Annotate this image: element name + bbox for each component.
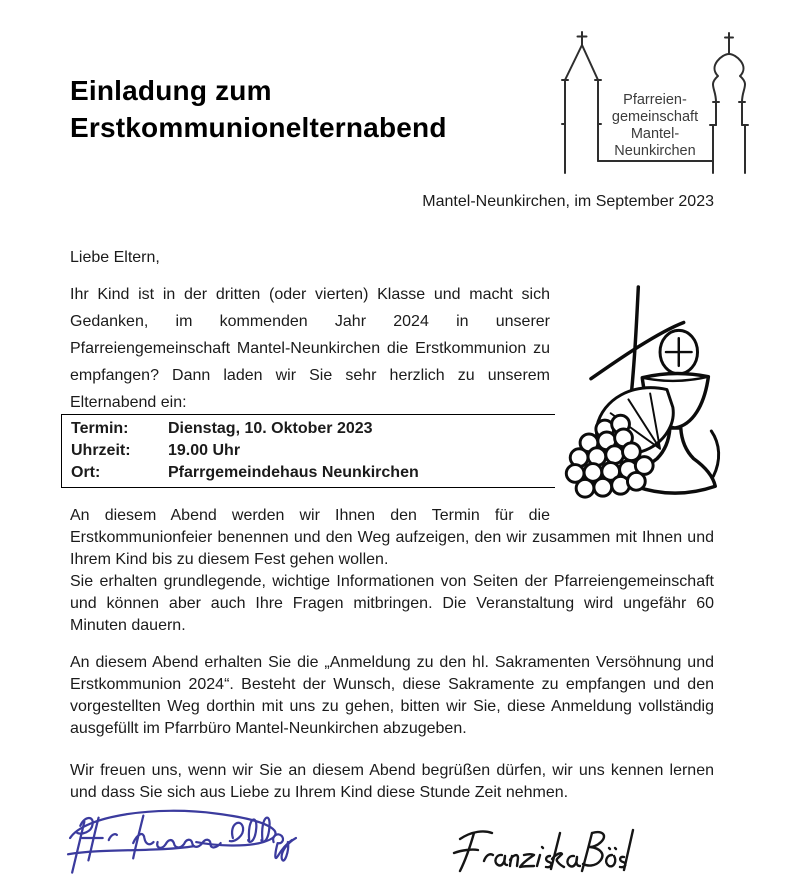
salutation: Liebe Eltern, [70, 249, 160, 266]
signature-left-icon [64, 796, 298, 880]
letter-body [70, 0, 714, 804]
appointment-label: Termin: [71, 420, 129, 437]
appointment-value: 19.00 Uhr [168, 442, 241, 459]
communion-illustration [562, 283, 762, 505]
appointment-label: Uhrzeit: [71, 442, 131, 459]
paragraph-information: Sie erhalten grundlegende, wichtige Informationen von Seiten der Pfarreiengemeinschaft und können aber auch Ihre Fragen mitbringen. Die Veranstaltung wird ungefähr 60 Minuten dauern. [70, 573, 714, 634]
signature-right [450, 824, 640, 880]
appointment-row [71, 462, 550, 484]
dateline: Mantel-Neunkirchen, im September 2023 [422, 193, 714, 210]
paragraph-intro: Ihr Kind ist in der dritten (oder vierten) Klasse und macht sich Gedanken, im kommenden Jahr 2024 in unserer Pfarreiengemeinschaft Mantel-Neunkirchen die Erstkommunion zu empfangen? Dann laden wir Sie sehr herzlich zu unserem Elternabend ein: [70, 286, 550, 411]
logo-text-line: Mantel- [630, 126, 680, 142]
appointment-row [71, 418, 550, 440]
paragraph-anmeldung: An diesem Abend erhalten Sie die „Anmeldung zu den hl. Sakramenten Versöhnung und Erstkommunion 2024“. Besteht der Wunsch, diese Sakramente zu empfangen und den vorgestellten Weg dorthin mit uns zu gehen, bitten wir Sie, diese Anmeldung vollständig ausgefüllt im Pfarrbüro Mantel-Neunkirchen abzugeben. [70, 654, 714, 737]
signature-right-icon [450, 824, 640, 880]
logo-text-line: gemeinschaft [611, 109, 699, 125]
appointment-row [71, 440, 550, 462]
title-line-1: Einladung zum [70, 75, 272, 106]
title-line-2: Erstkommunionelternabend [70, 112, 447, 143]
host-icon [660, 330, 697, 373]
appointment-value: Dienstag, 10. Oktober 2023 [168, 420, 373, 437]
paragraph-evening-info: An diesem Abend werden wir Ihnen den Termin für die Erstkommunionfeier benennen und den Weg aufzeigen, den wir zusammen mit Ihnen und Ihrem Kind bis zu diesem Fest gehen wollen. [70, 507, 714, 568]
logo-text-line: Neunkirchen [614, 143, 696, 159]
logo-text-line: Pfarreien- [623, 92, 687, 108]
signature-left [64, 796, 298, 880]
page-title [70, 0, 714, 146]
chalice-icon [562, 283, 762, 505]
appointment-box [61, 414, 555, 488]
appointment-value: Pfarrgemeindehaus Neunkirchen [168, 464, 419, 481]
appointment-label: Ort: [71, 464, 101, 481]
paragraph-closing: Wir freuen uns, wenn wir Sie an diesem Abend begrüßen dürfen, wir uns kennen lernen und dass Sie sich aus Liebe zu Ihrem Kind diese Stunde Zeit nehmen. [70, 762, 714, 801]
